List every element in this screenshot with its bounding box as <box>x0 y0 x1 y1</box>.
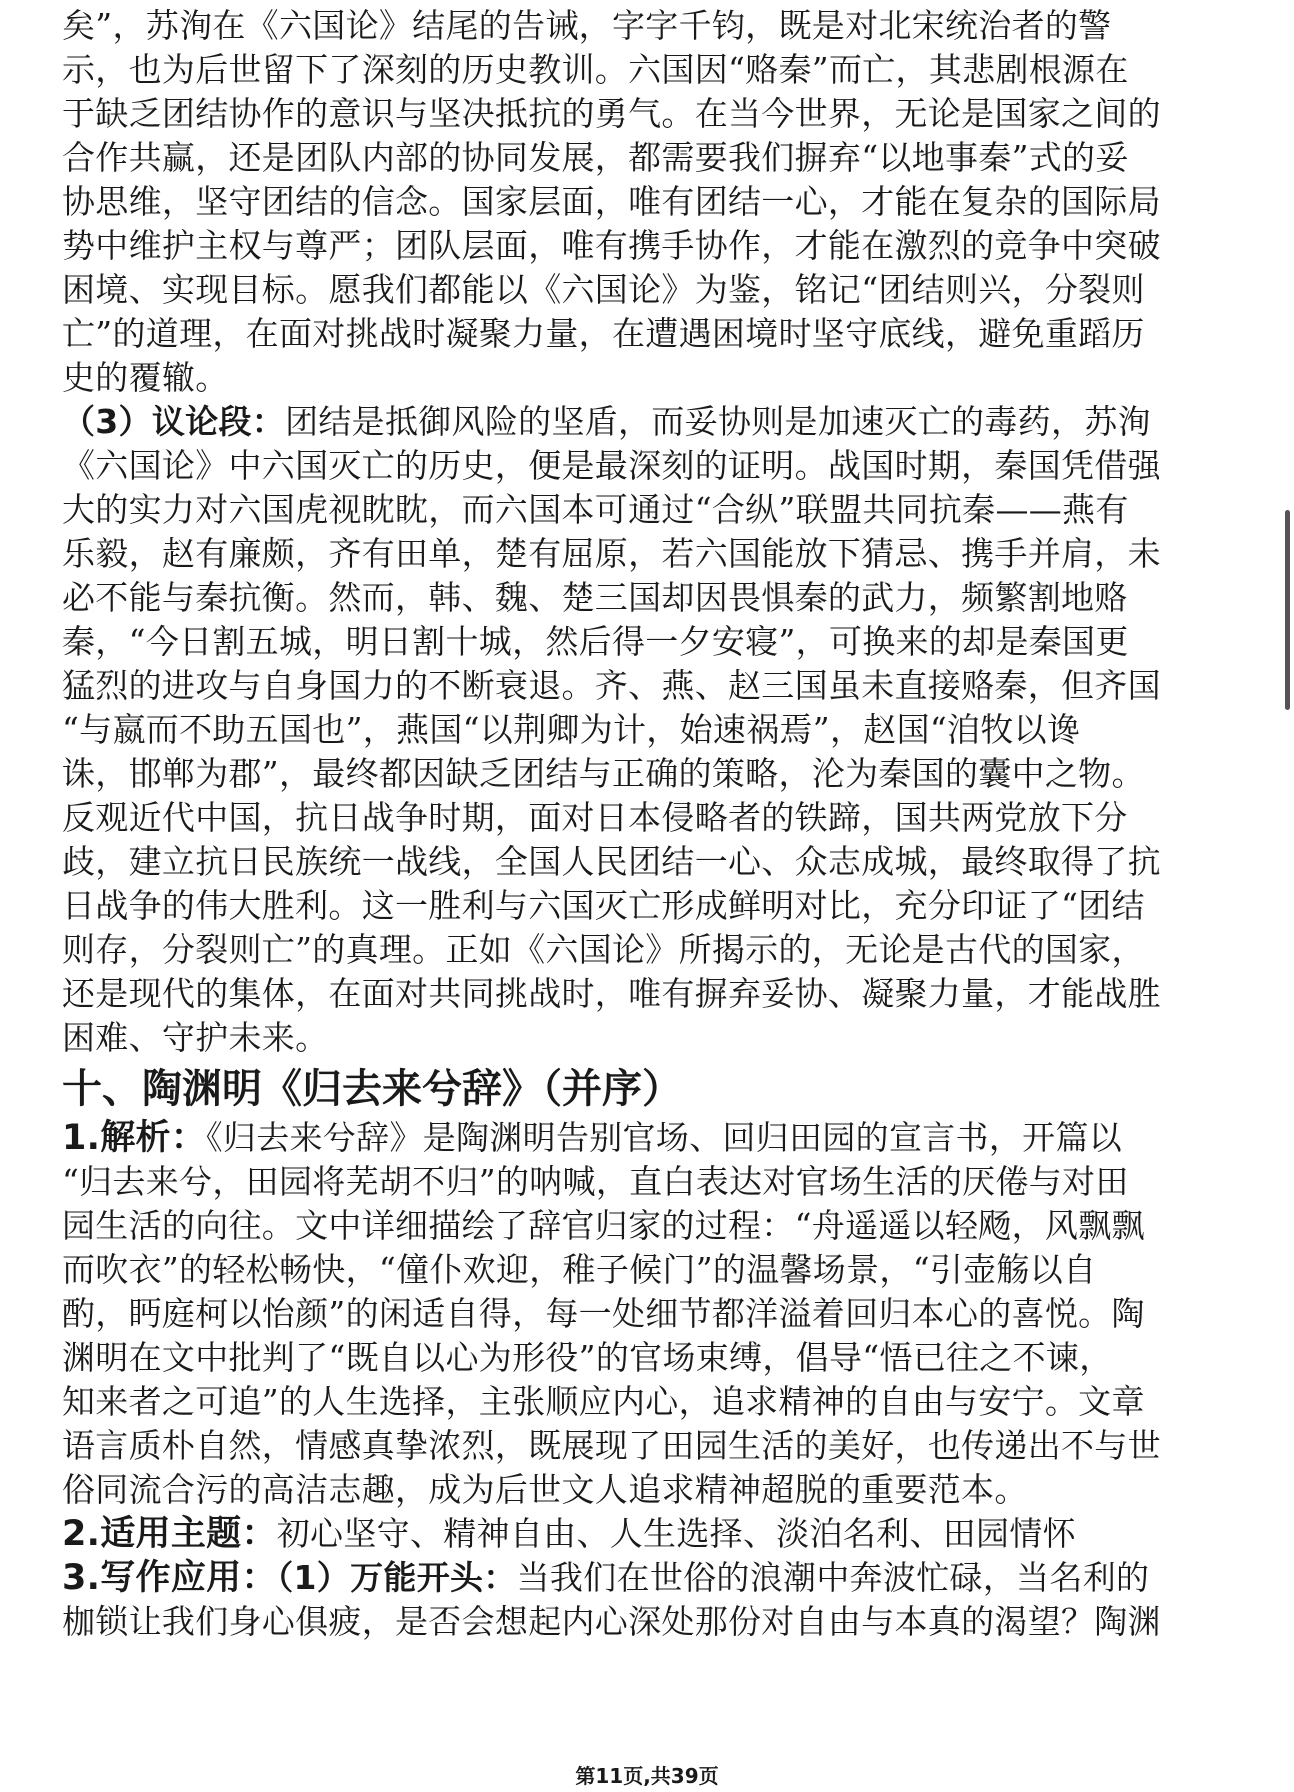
paragraph-line: 困难、守护未来。 <box>62 1018 329 1057</box>
paragraph-line: 矣”，苏洵在《六国论》结尾的告诫，字字千钧，既是对北宋统治者的警 <box>62 6 1112 45</box>
paragraph-line: “与嬴而不助五国也”，燕国“以荆卿为计，始速祸焉”，赵国“洎牧以谗 <box>62 710 1081 749</box>
paragraph-line: 猛烈的进攻与自身国力的不断衰退。齐、燕、赵三国虽未直接赂秦，但齐国 <box>62 666 1161 705</box>
paragraph-line: 枷锁让我们身心俱疲，是否会想起内心深处那份对自由与本真的渴望？陶渊 <box>62 1602 1161 1641</box>
paragraph-line: 困境、实现目标。愿我们都能以《六国论》为鉴，铭记“团结则兴，分裂则 <box>62 270 1145 309</box>
argument-first-line <box>62 400 1234 444</box>
analysis-label: 1.解析： <box>62 1118 207 1158</box>
section-heading: 十、陶渊明《归去来兮辞》（并序） <box>62 1066 682 1112</box>
paragraph-line: 反观近代中国，抗日战争时期，面对日本侵略者的铁蹄，国共两党放下分 <box>62 798 1128 837</box>
writing-sub-label: （1）万能开头： <box>276 1558 517 1597</box>
argument-label: （3）议论段： <box>62 402 286 441</box>
paragraph-line: 渊明在文中批判了“既自以心为形役”的官场束缚，倡导“悟已往之不谏， <box>62 1338 1113 1377</box>
analysis-first-line <box>62 1116 1234 1160</box>
paragraph-line: 史的覆辙。 <box>62 358 229 397</box>
paragraph-line: 而吹衣”的轻松畅快，“僮仆欢迎，稚子候门”的温馨场景，“引壶觞以自 <box>62 1250 1097 1289</box>
themes-label: 2.适用主题： <box>62 1514 277 1554</box>
argument-first-text: 团结是抵御风险的坚盾，而妥协则是加速灭亡的毒药，苏洵 <box>285 402 1151 441</box>
document-page <box>62 4 1234 1644</box>
paragraph-line: 语言质朴自然，情感真挚浓烈，既展现了田园生活的美好，也传递出不与世 <box>62 1426 1161 1465</box>
paragraph-line: 大的实力对六国虎视眈眈，而六国本可通过“合纵”联盟共同抗秦——燕有 <box>62 490 1129 529</box>
top-paragraph <box>62 4 1234 400</box>
analysis-section <box>62 1116 1234 1512</box>
themes-line <box>62 1512 1234 1556</box>
writing-section <box>62 1556 1234 1644</box>
paragraph-line: 合作共赢，还是团队内部的协同发展，都需要我们摒弃“以地事秦”式的妥 <box>62 138 1129 177</box>
paragraph-line: 还是现代的集体，在面对共同挑战时，唯有摒弃妥协、凝聚力量，才能战胜 <box>62 974 1161 1013</box>
argument-section <box>62 400 1234 1060</box>
paragraph-line: “归去来兮，田园将芜胡不归”的呐喊，直白表达对官场生活的厌倦与对田 <box>62 1162 1129 1201</box>
paragraph-line: 亡”的道理，在面对挑战时凝聚力量，在遭遇困境时坚守底线，避免重蹈历 <box>62 314 1145 353</box>
scrollbar-thumb[interactable] <box>1285 510 1290 710</box>
analysis-first-text: 《归去来兮辞》是陶渊明告别官场、回归田园的宣言书，开篇以 <box>206 1118 1123 1157</box>
paragraph-line: 必不能与秦抗衡。然而，韩、魏、楚三国却因畏惧秦的武力，频繁割地赂 <box>62 578 1128 617</box>
paragraph-line: 俗同流合污的高洁志趣，成为后世文人追求精神超脱的重要范本。 <box>62 1470 1028 1509</box>
paragraph-line: 乐毅，赵有廉颇，齐有田单，楚有屈原，若六国能放下猜忌、携手并肩，未 <box>62 534 1161 573</box>
themes-text: 初心坚守、精神自由、人生选择、淡泊名利、田园情怀 <box>276 1514 1076 1553</box>
paragraph-line: 知来者之可追”的人生选择，主张顺应内心，追求精神的自由与安宁。文章 <box>62 1382 1145 1421</box>
paragraph-line: 园生活的向往。文中详细描绘了辞官归家的过程：“舟遥遥以轻飏，风飘飘 <box>62 1206 1145 1245</box>
paragraph-line: 酌，眄庭柯以怡颜”的闲适自得，每一处细节都洋溢着回归本心的喜悦。陶 <box>62 1294 1145 1333</box>
paragraph-line: 《六国论》中六国灭亡的历史，便是最深刻的证明。战国时期，秦国凭借强 <box>62 446 1161 485</box>
paragraph-line: 示，也为后世留下了深刻的历史教训。六国因“赂秦”而亡，其悲剧根源在 <box>62 50 1129 89</box>
paragraph-line: 则存，分裂则亡”的真理。正如《六国论》所揭示的，无论是古代的国家， <box>62 930 1145 969</box>
paragraph-line: 势中维护主权与尊严；团队层面，唯有携手协作，才能在激烈的竞争中突破 <box>62 226 1161 265</box>
writing-label: 3.写作应用： <box>62 1558 277 1598</box>
paragraph-line: 于缺乏团结协作的意识与坚决抵抗的勇气。在当今世界，无论是国家之间的 <box>62 94 1161 133</box>
paragraph-line: 秦，“今日割五城，明日割十城，然后得一夕安寝”，可换来的却是秦国更 <box>62 622 1129 661</box>
writing-first-line <box>62 1556 1234 1600</box>
paragraph-line: 协思维，坚守团结的信念。国家层面，唯有团结一心，才能在复杂的国际局 <box>62 182 1161 221</box>
paragraph-line: 诛，邯郸为郡”，最终都因缺乏团结与正确的策略，沦为秦国的囊中之物。 <box>62 754 1145 793</box>
writing-first-text: 当我们在世俗的浪潮中奔波忙碌，当名利的 <box>516 1558 1150 1597</box>
paragraph-line: 日战争的伟大胜利。这一胜利与六国灭亡形成鲜明对比，充分印证了“团结 <box>62 886 1145 925</box>
paragraph-line: 歧，建立抗日民族统一战线，全国人民团结一心、众志成城，最终取得了抗 <box>62 842 1161 881</box>
page-number: 第11页,共39页 <box>575 1764 719 1788</box>
